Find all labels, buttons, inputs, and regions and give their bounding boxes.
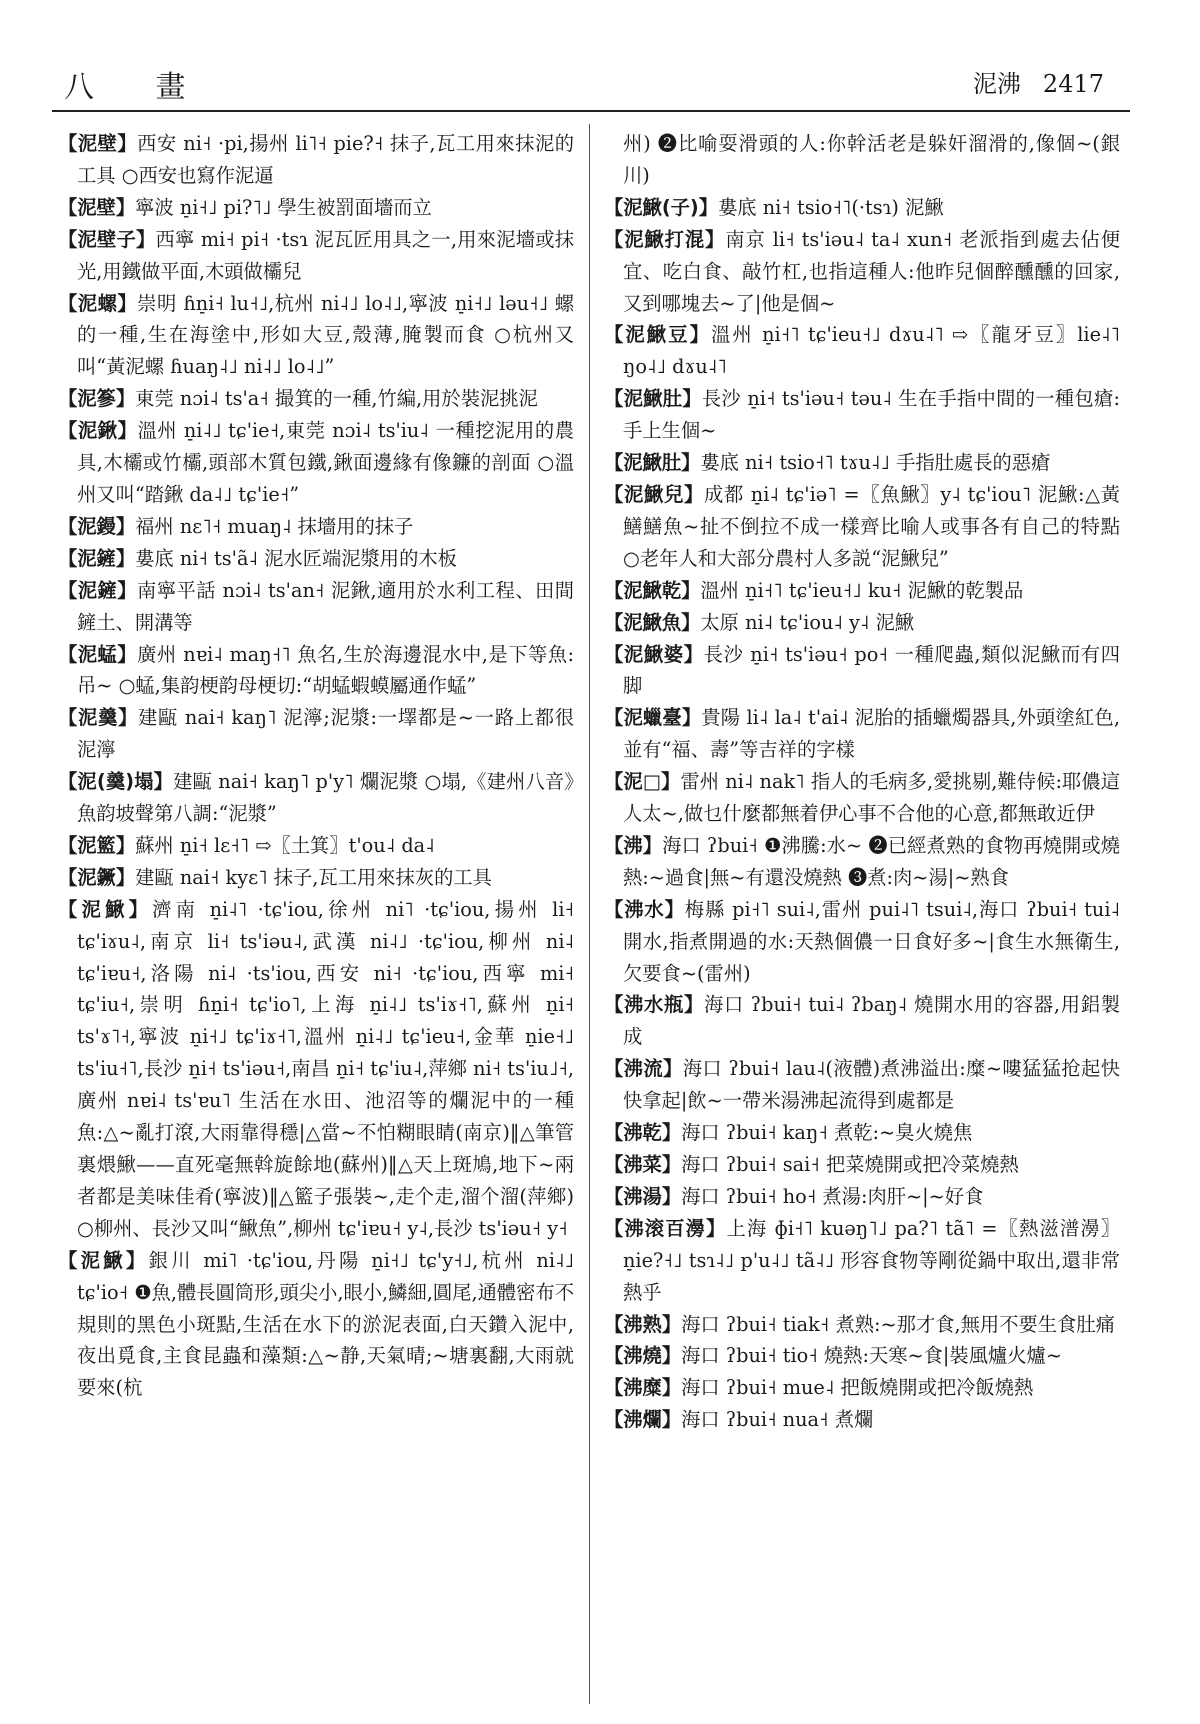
dictionary-entry — [604, 1340, 1120, 1372]
entry-text: 海口 ʔbui˧ tiak˧ 煮熟:~那才食,無用不要生食肚痛 — [681, 1312, 1115, 1336]
entry-text: 濟南 n̠i˨˥ ·tɕ'iou,徐州 ni˥ ·tɕ'iou,揚州 li˧ tɕ'iɤu˨,南京 li˧ ts'iəu˨,武漢 ni˨˩ ·tɕ'iou,柳州 ni˨ tɕ'iɐu˧,洛陽 ni˨ ·ts'iou,西安 ni˧ ·tɕ'iou,西寧 mi˧ tɕ'iu˧,崇明 ɦn̠i˧ tɕ'io˥,上海 n̠i˨˩ ts'iɤ˧˥,蘇州 n̠i˧ ts'ɤ˥˧,寧波 n̠i˧˩ tɕ'iɤ˧˥,溫州 n̠i˨˩ tɕ'ieu˧,金華 n̠ie˧˩ ts'iu˧˥,長沙 n̠i˧ ts'iəu˧,南昌 n̠i˧ tɕ'iu˨,萍鄉 ni˧ ts'iu˩˧,廣州 nɐi˨ ts'ɐu˥ 生活在水田、池沼等的爛泥中的一種魚:△~亂打滾,大雨靠得穩|△當~不怕糊眼睛(南京)‖△筆管裏煨鰍——直死毫無斡旋餘地(蘇州)‖△天上斑鳩,地下~兩者都是美味佳肴(寧波)‖△籃子張裝~,走个走,溜个溜(萍鄉) ○柳州、長沙又叫“鰍魚”,柳州 tɕ'iɐu˧ y˨,長沙 ts'iəu˧ y˧ — [77, 897, 574, 1240]
dictionary-entry — [58, 415, 574, 511]
dictionary-entry — [604, 766, 1120, 830]
dictionary-entry — [604, 830, 1120, 894]
dictionary-entry — [58, 639, 574, 703]
entry-headword: 【泥鰍肚】 — [604, 451, 701, 475]
dictionary-entry — [58, 192, 574, 224]
entry-headword: 【泥鏝】 — [58, 514, 136, 538]
dictionary-entry — [58, 383, 574, 415]
entry-headword: 【泥蠟臺】 — [604, 706, 702, 730]
dictionary-entry — [604, 1213, 1120, 1309]
entry-headword: 【泥鰍肚】 — [604, 387, 702, 411]
dictionary-entry — [58, 894, 574, 1245]
column-divider — [589, 124, 590, 1704]
entry-headword: 【泥鰍(子)】 — [604, 195, 719, 219]
entry-headword: 【泥鐝】 — [58, 865, 136, 889]
entry-headword: 【泥鰍豆】 — [604, 323, 712, 347]
entry-text: 太原 ni˨ tɕ'iou˨ y˨ 泥鰍 — [700, 610, 915, 634]
entry-text: 崇明 ɦn̠i˧ lu˧˩,杭州 ni˨˩ lo˨˩,寧波 n̠i˧˩ ləu˧˩ 螺的一種,生在海塗中,形如大豆,殼薄,腌製而食 ○杭州又叫“黃泥螺 ɦuaŋ˨˩ ni˨˩ lo˨˩” — [77, 291, 574, 379]
dictionary-entry — [604, 479, 1120, 575]
entry-headword: 【泥鏟】 — [58, 578, 137, 602]
dictionary-entry — [604, 1053, 1120, 1117]
entry-text: 婁底 ni˧ tsio˧˥ tɤu˨˩ 手指肚處長的惡瘡 — [700, 451, 1051, 475]
entry-headword: 【泥壁子】 — [58, 227, 156, 251]
section-title: 八 畫 — [64, 70, 212, 105]
entry-headword: 【泥□】 — [604, 770, 681, 794]
entry-headword: 【沸水】 — [604, 897, 685, 921]
entry-text: 上海 ɸi˧˥ kuəŋ˥˩ pa?˥ tã˥ =〖熱滋潽澷〗n̠ie?˧˩ tsɿ˨˩ p'u˨˩ tã˨˩ 形容食物等剛從鍋中取出,還非常熱乎 — [623, 1216, 1120, 1304]
entry-text: 南寧平話 nɔi˨ ts'an˧ 泥鍬,適用於水利工程、田間鏟土、開溝等 — [77, 578, 574, 634]
dictionary-entry — [58, 128, 574, 192]
dictionary-entry — [58, 1245, 574, 1405]
entry-headword: 【沸糜】 — [604, 1376, 682, 1400]
entry-headword: 【泥(羹)塌】 — [58, 770, 174, 794]
entry-headword: 【沸燒】 — [604, 1344, 682, 1368]
dictionary-entry — [604, 1309, 1120, 1341]
entry-text: 長沙 n̠i˧ ts'iəu˧ po˧ 一種爬蟲,類似泥鰍而有四脚 — [623, 642, 1120, 698]
dictionary-entry — [58, 702, 574, 766]
entry-text: 婁底 ni˧ ts'ã˨ 泥水匠端泥漿用的木板 — [135, 546, 457, 570]
entry-text: 南京 li˧ ts'iəu˨ ta˨ xun˧ 老派指到處去佔便宜、吃白食、敲竹杠,也指這種人:他昨兒個醉醺醺的回家,又到哪塊去~了|他是個~ — [623, 227, 1120, 315]
entry-text: 成都 n̠i˨ tɕ'iə˥ =〖魚鰍〗y˨ tɕ'iou˥ 泥鰍:△黃鱔鱔魚~扯不倒拉不成一樣齊比喻人或事各有自己的特點 ○老年人和大部分農村人多説“泥鰍兒” — [623, 482, 1120, 570]
entry-headword: 【沸菜】 — [604, 1153, 682, 1176]
entry-text: 建甌 nai˧ kyɛ˥ 抹子,瓦工用來抹灰的工具 — [135, 865, 492, 889]
dictionary-entry — [58, 543, 574, 575]
entry-headword: 【沸水瓶】 — [604, 993, 704, 1017]
dictionary-entry — [58, 224, 574, 288]
dictionary-entry — [604, 447, 1120, 479]
entry-headword: 【泥鰍】 — [58, 897, 153, 921]
entry-text: 梅縣 pi˧˥ sui˨,雷州 pui˨˥ tsui˨,海口 ʔbui˧ tui˨ 開水,指煮開過的水:天熱個儂一日食好多~|食生水無衛生,欠要食~(雷州) — [623, 897, 1120, 985]
entry-text: 溫州 n̠i˧˥ tɕ'ieu˧˩ dɤu˨˥ ⇨〖龍牙豆〗lie˨˥ ŋo˨˩ dɤu˨˥ — [623, 323, 1120, 379]
entry-text: 銀川 mi˥ ·tɕ'iou,丹陽 n̠i˧˩ tɕ'y˧˩,杭州 ni˨˩ tɕ'io˧ ❶魚,體長圓筒形,頭尖小,眼小,鱗細,圓尾,通體密布不規則的黑色小斑點,生活在水下的淤泥表面,白天鑽入泥中,夜出覓食,主食昆蟲和藻類:△~静,天氣晴;~塘裏翻,大雨就要來(杭 — [77, 1248, 574, 1400]
entry-headword: 【泥鰍打混】 — [604, 227, 726, 251]
entry-headword: 【泥蜢】 — [58, 642, 138, 666]
entry-text: 海口 ʔbui˧ tio˧ 燒熱:天寒~食|裝風爐火爐~ — [681, 1344, 1062, 1368]
entry-text: 溫州 n̠i˨˩ tɕ'ie˧,東莞 nɔi˨ ts'iu˨ 一種挖泥用的農具,木欛或竹欛,頭部木質包鐵,鍬面邊緣有像鐮的剖面 ○溫州又叫“踏鍬 da˨˩ tɕ'ie˧” — [77, 419, 574, 506]
dictionary-entry — [604, 702, 1120, 766]
dictionary-entry — [58, 830, 574, 862]
dictionary-entry — [604, 1117, 1120, 1149]
right-column — [604, 128, 1120, 1698]
dictionary-entry — [604, 224, 1120, 320]
entry-headword: 【泥鰍】 — [58, 1248, 149, 1272]
entry-headword: 【泥籃】 — [58, 833, 136, 857]
dictionary-entry — [604, 639, 1120, 703]
entry-text: 蘇州 n̠i˧ lɛ˧˥ ⇨〖土箕〗t'ou˨ da˨ — [135, 833, 435, 857]
dictionary-entry — [58, 862, 574, 894]
entry-text: 海口 ʔbui˧ nua˧ 煮爛 — [681, 1408, 874, 1432]
dictionary-entry — [604, 383, 1120, 447]
entry-headword: 【泥壁】 — [58, 195, 136, 219]
left-column — [58, 128, 574, 1698]
entry-headword: 【泥鏟】 — [58, 546, 136, 570]
dictionary-entry — [604, 128, 1120, 192]
entry-text: 海口 ʔbui˧ lau˨(液體)煮沸溢出:糜~嘍猛猛抢起快快拿起|飲~一帶米湯沸起流得到處都是 — [623, 1057, 1120, 1113]
dictionary-entry — [604, 575, 1120, 607]
entry-text: 福州 nɛ˥˧ muaŋ˨ 抹墻用的抹子 — [135, 514, 414, 538]
running-header — [973, 64, 1104, 99]
entry-text: 海口 ʔbui˧ mue˨ 把飯燒開或把冷飯燒熱 — [681, 1376, 1034, 1400]
entry-headword: 【泥壁】 — [58, 132, 138, 155]
entry-text: 建甌 nai˧ kaŋ˥ 泥濘;泥漿:一墿都是~一路上都很泥濘 — [77, 706, 574, 762]
entry-headword: 【沸滚百澷】 — [604, 1216, 727, 1240]
page-number: 2417 — [1042, 70, 1104, 98]
entry-headword: 【泥鍬】 — [58, 419, 138, 443]
entry-text: 寧波 n̠i˧˩ pi?˥˩ 學生被罰面墻而立 — [135, 195, 432, 219]
entry-text: 溫州 n̠i˧˥ tɕ'ieu˧˩ ku˧ 泥鰍的乾製品 — [700, 578, 1024, 602]
entry-headword: 【泥鰍乾】 — [604, 578, 701, 602]
dictionary-entry — [604, 1404, 1120, 1436]
entry-headword: 【泥羹】 — [58, 706, 139, 730]
entry-text: 婁底 ni˧ tsio˧˥(·tsɿ) 泥鰍 — [718, 195, 944, 219]
dictionary-entry — [58, 511, 574, 543]
dictionary-entry — [604, 1372, 1120, 1404]
entry-headword: 【泥鰍兒】 — [604, 482, 704, 506]
entry-headword: 【沸流】 — [604, 1057, 683, 1081]
entry-text: 建甌 nai˧ kaŋ˥ p'y˥ 爛泥漿 ○塌,《建州八音》魚韵坡聲第八調:“泥漿” — [77, 770, 574, 826]
entry-text: 州) ❷比喻耍滑頭的人:你幹活老是躲奸溜滑的,像個~(銀川) — [623, 132, 1120, 187]
dictionary-entry — [58, 288, 574, 384]
entry-text: 西寧 mi˧ pi˧ ·tsɿ 泥瓦匠用具之一,用來泥墻或抹光,用鐵做平面,木頭做欛兒 — [77, 227, 574, 283]
entry-headword: 【沸爛】 — [604, 1408, 682, 1432]
header-rule — [52, 110, 1130, 112]
entry-headword: 【泥螺】 — [58, 291, 138, 315]
entry-text: 海口 ʔbui˧ sai˧ 把菜燒開或把冷菜燒熱 — [681, 1153, 1019, 1176]
dictionary-entry — [604, 607, 1120, 639]
dictionary-entry — [604, 319, 1120, 383]
entry-text: 西安 ni˧ ·pi,揚州 li˥˧ pie?˧ 抹子,瓦工用來抹泥的工具 ○西安也寫作泥逼 — [77, 132, 574, 187]
entry-text: 海口 ʔbui˧ ❶沸騰:水~ ❷已經煮熟的食物再燒開或燒熱:~過食|無~有還没燒熱 ❸煮:肉~湯|~熟食 — [623, 833, 1120, 889]
dictionary-entry — [58, 766, 574, 830]
entry-headword: 【泥鰍魚】 — [604, 610, 701, 634]
entry-text: 長沙 n̠i˧ ts'iəu˧ təu˨ 生在手指中間的一種包瘡:手上生個~ — [623, 387, 1120, 443]
entry-headword: 【沸湯】 — [604, 1184, 682, 1208]
entry-text: 貴陽 li˨ la˨ t'ai˨ 泥胎的插蠟燭器具,外頭塗紅色,並有“福、壽”等吉祥的字樣 — [623, 706, 1120, 762]
entry-text: 廣州 nɐi˨ maŋ˧˥ 魚名,生於海邊混水中,是下等魚:吊~ ○蜢,集韵梗韵母梗切:“胡蜢蝦蟆屬通作蜢” — [77, 642, 574, 698]
dictionary-entry — [604, 1181, 1120, 1213]
entry-headword: 【沸】 — [604, 833, 663, 857]
entry-text: 海口 ʔbui˧ tui˨ ʔbaŋ˨ 燒開水用的容器,用鋁製成 — [623, 993, 1120, 1049]
entry-text: 海口 ʔbui˧ kaŋ˧ 煮乾:~臭火燒焦 — [681, 1121, 973, 1145]
entry-text: 雷州 ni˨ nak˥ 指人的毛病多,愛挑剔,難侍候:耶儂這人太~,做乜什麼都無着伊心事不合他的心意,都無敢近伊 — [623, 770, 1120, 826]
dictionary-entry — [604, 192, 1120, 224]
entry-headword: 【泥篸】 — [58, 387, 136, 411]
header-chars: 泥沸 — [972, 70, 1021, 98]
entry-headword: 【沸熟】 — [604, 1312, 682, 1336]
dictionary-entry — [604, 1149, 1120, 1181]
dictionary-entry — [604, 989, 1120, 1053]
entry-headword: 【沸乾】 — [604, 1121, 682, 1145]
dictionary-entry — [604, 894, 1120, 990]
entry-text: 海口 ʔbui˧ ho˧ 煮湯:肉肝~|~好食 — [681, 1184, 984, 1208]
entry-text: 東莞 nɔi˨ ts'a˧ 撮箕的一種,竹編,用於裝泥挑泥 — [135, 387, 538, 411]
entry-headword: 【泥鰍婆】 — [604, 642, 704, 666]
dictionary-entry — [58, 575, 574, 639]
